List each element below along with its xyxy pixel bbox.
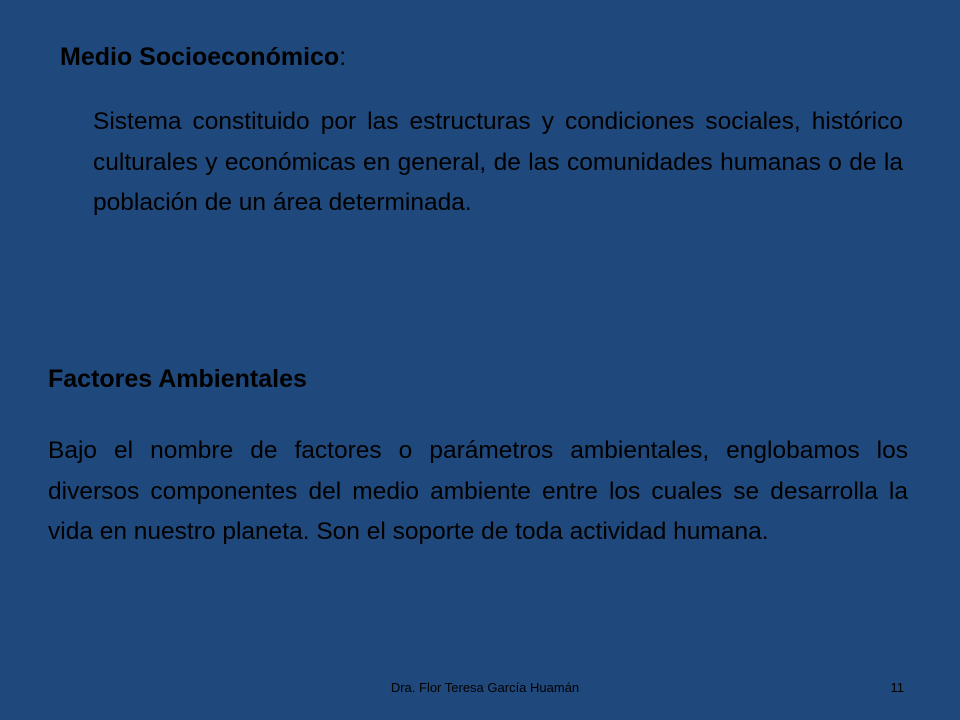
section-body-environmental-factors: Bajo el nombre de factores o parámetros ambientales, englobamos los diversos componentes del medio ambiente entre los cuales se desarrolla la vida en nuestro planeta. Son el soporte de toda actividad humana. [48, 437, 908, 545]
section-title-socioeconomic [60, 42, 346, 72]
section-title-colon: : [339, 43, 347, 71]
section-title-environmental-factors: Factores Ambientales [48, 365, 307, 393]
slide-number: 11 [890, 680, 904, 695]
footer-author: Dra. Flor Teresa García Huamán [390, 680, 580, 695]
section-body-socioeconomic: Sistema constituido por las estructuras y condiciones sociales, histórico culturales y económicas en general, de las comunidades humanas o de la población de un área determinada. [93, 108, 903, 216]
section-title-socioeconomic-text: Medio Socioeconómico [60, 43, 340, 71]
